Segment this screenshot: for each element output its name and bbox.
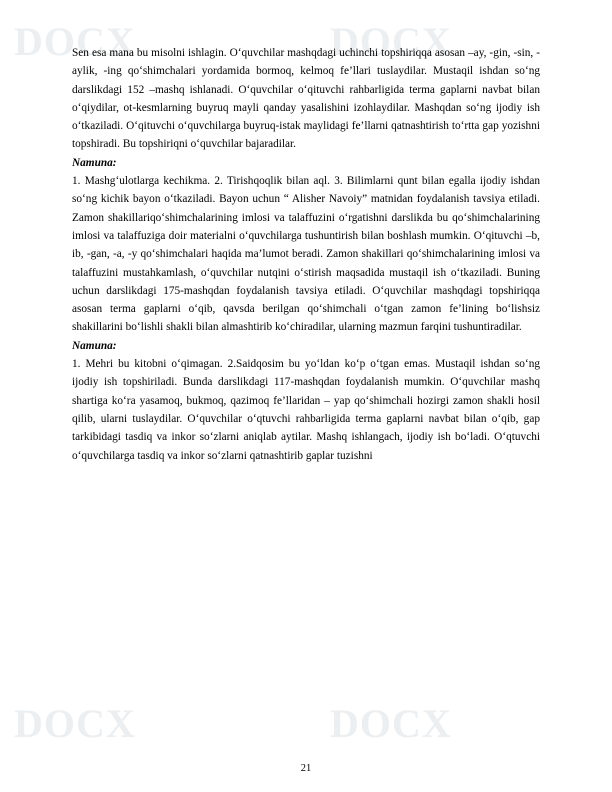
watermark-bottom-right: DOCX bbox=[330, 701, 452, 746]
paragraph-1: Sen esa mana bu misolni ishlagin. O‘quvchilar mashqdagi uchinchi topshiriqqa asosan –ay, -gin, -sin, -aylik, -ing qo‘shimchalari yordamida bormoq, kelmoq fe’llari tuslaydilar. Mustaqil ishdan so‘ng darslikdagi 152 –mashq ishlanadi. O‘quvchilar o‘qituvchi rahbarligida terma gaplarni navbat bilan o‘qiydilar, ot-kesmlarning buyruq mayli qanday yasalishini izohlaydilar. Mashqdan so‘ng ijodiy ish o‘tkaziladi. O‘qituvchi o‘quvchilarga buyruq-istak maylidagi fe’llarni qatnashtirish to‘rtta gap yozishni topshiradi. Bu topshiriqni o‘quvchilar bajaradilar. bbox=[72, 47, 540, 151]
watermark-top-left: DOCX bbox=[14, 19, 136, 64]
heading-namuna-1: Namuna: bbox=[72, 156, 117, 169]
watermark-bottom-left: DOCX bbox=[14, 701, 136, 746]
page-number: 21 bbox=[300, 763, 312, 774]
heading-namuna-2: Namuna: bbox=[72, 339, 117, 352]
paragraph-2: 1. Mashg‘ulotlarga kechikma. 2. Tirishqoqlik bilan aql. 3. Bilimlarni qunt bilan egalla ijodiy ishdan so‘ng kichik bayon o‘tkaziladi. Bayon uchun “ Alisher Navoiy” matnidan foydalanish tavsiya etiladi. Zamon shakillariqo‘shimchalarining imlosi va talaffuzini o‘rgatishni darslikda bu qo‘shimchalarining imlosi va talaffuziga doir materialni o‘quvchilarga tushuntirish bilan boshlash mumkin. O‘qituvchi –b, ib, -gan, -a, -y qo‘shimchalari haqida ma’lumot beradi. Zamon shakillari qo‘shimchalarining imlosi va talaffuzini mustahkamlash, o‘quvchilar nutqini o‘stirish maqsadida mustaqil ish o‘tkaziladi. Buning uchun darslikdagi 175-mashqdan foydalanish tavsiya etiladi. O‘quvchilar mashqdagi topshiriqqa asosan terma gaplarni o‘qib, qavsda berilgan qo‘shimchali o‘tgan zamon fe’lining bo‘lishsiz shakillarini bo‘lishli shakli bilan almashtirib ko‘chiradilar, ularning mazmun farqini tushuntiradilar. bbox=[72, 175, 540, 334]
document-body bbox=[72, 44, 540, 465]
paragraph-3: 1. Mehri bu kitobni o‘qimagan. 2.Saidqosim bu yo‘ldan ko‘p o‘tgan emas. Mustaqil ishdan so‘ng ijodiy ish topshiriladi. Bunda darslikdagi 117-mashqdan foydalanish mumkin. O‘quvchilar mashq shartiga ko‘ra yasamoq, bukmoq, qazimoq fe’llaridan – yap qo‘shimchali hozirgi zamon shakli hosil qilib, ularni tuslaydilar. O‘quvchilar o‘qtuvchi rahbarligida terma gaplarni navbat bilan o‘qib, gap tarkibidagi tasdiq va inkor so‘zlarni aniqlab aytilar. Mashq ishlangach, ijodiy ish bo‘ladi. O‘qtuvchi o‘quvchilarga tasdiq va inkor so‘zlarni qatnashtirib gaplar tuzishni bbox=[72, 358, 540, 462]
watermark-top-right: DOCX bbox=[330, 19, 452, 64]
